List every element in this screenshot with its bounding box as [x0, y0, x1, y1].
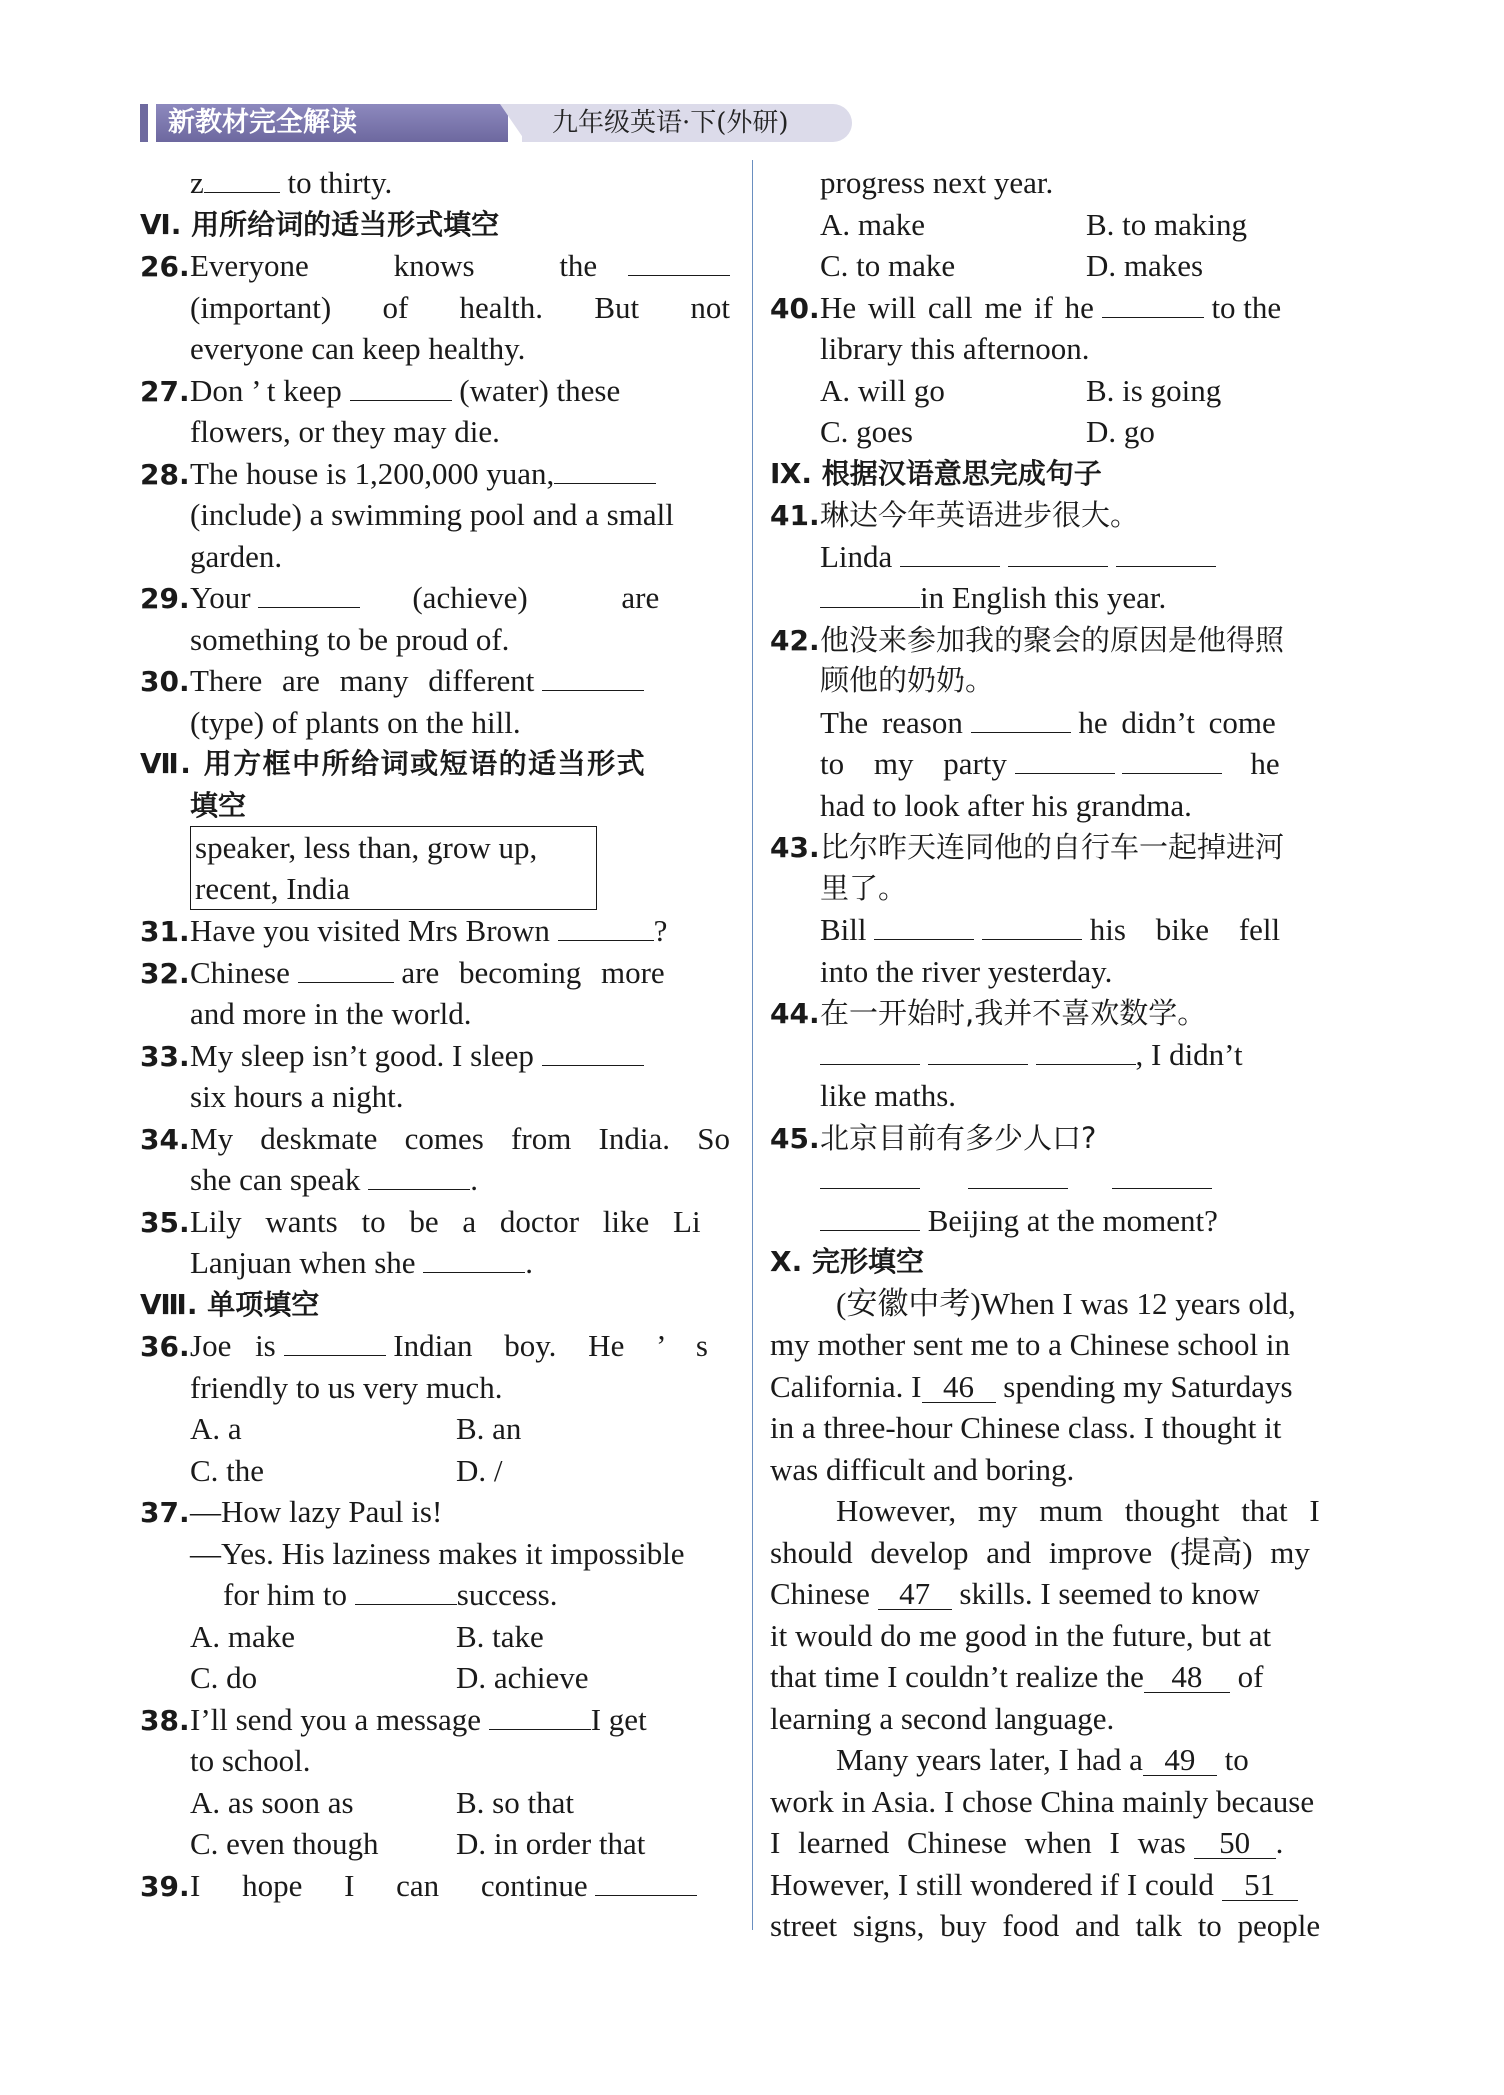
- cloze-blank-49[interactable]: 49: [1143, 1745, 1217, 1776]
- answer-blank[interactable]: [558, 910, 654, 941]
- answer-blank[interactable]: [628, 245, 730, 276]
- answer-blank[interactable]: [1008, 536, 1108, 567]
- answer-blank[interactable]: [284, 1325, 386, 1356]
- continued-line: z to thirty.: [140, 162, 730, 204]
- cloze-blank-48[interactable]: 48: [1144, 1662, 1230, 1693]
- answer-blank[interactable]: [350, 370, 452, 401]
- answer-blank[interactable]: [258, 577, 360, 608]
- answer-blank[interactable]: [355, 1574, 457, 1605]
- question-45: 45.北京目前有多少人口? Beijing at the moment?: [770, 1120, 1218, 1238]
- answer-blank[interactable]: [820, 1034, 920, 1065]
- answer-blank[interactable]: [542, 660, 644, 691]
- question-43: 43.比尔昨天连同他的自行车一起掉进河 里了。 Bill his bike fell into the river yesterday.: [770, 830, 1285, 989]
- cloze-blank-50[interactable]: 50: [1194, 1828, 1276, 1859]
- section-7-heading: Ⅶ. 用方框中所给词或短语的适当形式 填空: [140, 747, 647, 822]
- section-6-heading: Ⅵ. 用所给词的适当形式填空: [140, 207, 500, 241]
- question-30: 30.There are many different (type) of plants on the hill.: [140, 660, 730, 743]
- question-38: 38.I’ll send you a message I get to school. A. as soon as B. so that C. even though D. in order that: [140, 1699, 730, 1865]
- answer-blank[interactable]: [298, 952, 394, 983]
- cloze-blank-46[interactable]: 46: [922, 1372, 996, 1403]
- option-b[interactable]: B. so that: [456, 1784, 574, 1820]
- answer-blank[interactable]: [368, 1159, 470, 1190]
- question-29: 29.Your (achieve) are something to be proud of.: [140, 577, 730, 660]
- option-b[interactable]: B. an: [456, 1411, 522, 1446]
- answer-blank[interactable]: [423, 1242, 525, 1273]
- question-33: 33.My sleep isn’t good. I sleep six hours a night.: [140, 1035, 730, 1118]
- option-c[interactable]: C. do: [190, 1660, 258, 1695]
- option-c[interactable]: C. the: [190, 1452, 265, 1488]
- option-b[interactable]: B. to making: [1086, 206, 1248, 242]
- option-d[interactable]: D. /: [456, 1452, 503, 1488]
- answer-blank[interactable]: [928, 1034, 1028, 1065]
- answer-blank[interactable]: [900, 536, 1000, 567]
- question-41: 41.琳达今年英语进步很大。 Linda in English this year.: [770, 494, 1360, 619]
- question-31: 31.Have you visited Mrs Brown ?: [140, 910, 730, 952]
- option-b[interactable]: B. take: [456, 1618, 544, 1654]
- question-27: 27.Don ’ t keep (water) these flowers, or they may die.: [140, 370, 730, 453]
- question-36: 36.Joe is Indian boy. He ’ s friendly to us very much. A. a B. an C. the D. /: [140, 1325, 730, 1491]
- option-c[interactable]: C. even though: [190, 1826, 379, 1861]
- option-a[interactable]: A. will go: [820, 372, 945, 408]
- option-a[interactable]: A. as soon as: [190, 1784, 354, 1820]
- book-series-badge: 新教材完全解读: [156, 104, 508, 142]
- question-32: 32.Chinese are becoming more and more in the world.: [140, 952, 730, 1035]
- header-accent-bar: [140, 104, 148, 142]
- question-39-options: [770, 204, 1360, 287]
- answer-blank[interactable]: [1116, 536, 1216, 567]
- cloze-paragraph-3: Many years later, I had a 49 to work in Asia. I chose China mainly because I learned Chinese when I was 50 . However, I still wondered if I could 51 street signs, buy food and talk to people: [770, 1742, 1321, 1943]
- question-44: 44.在一开始时,我并不喜欢数学。 , I didn’t like maths.: [770, 996, 1243, 1113]
- answer-blank[interactable]: [489, 1699, 591, 1730]
- question-39: 39.I hope I can continue: [140, 1865, 730, 1907]
- answer-blank[interactable]: [874, 909, 974, 940]
- question-37: 37.—How lazy Paul is! —Yes. His laziness makes it impossible for him to success. A. make B. take C. do D. achieve: [140, 1491, 730, 1699]
- option-a[interactable]: A. a: [190, 1411, 242, 1446]
- section-8-heading: Ⅷ. 单项填空: [140, 1287, 320, 1321]
- answer-blank[interactable]: [820, 1200, 920, 1231]
- option-b[interactable]: B. is going: [1086, 372, 1222, 408]
- option-d[interactable]: D. makes: [1086, 248, 1204, 283]
- option-d[interactable]: D. go: [1086, 414, 1155, 449]
- answer-blank[interactable]: [1102, 287, 1204, 318]
- answer-blank[interactable]: [971, 702, 1071, 733]
- question-28: 28.The house is 1,200,000 yuan, (include) a swimming pool and a small garden.: [140, 453, 730, 578]
- answer-blank[interactable]: [554, 453, 656, 484]
- answer-blank[interactable]: [542, 1035, 644, 1066]
- page-header: [140, 100, 789, 144]
- book-subtitle: 九年级英语·下(外研): [522, 104, 852, 142]
- answer-blank[interactable]: [1112, 1158, 1212, 1189]
- option-d[interactable]: D. in order that: [456, 1826, 646, 1861]
- cloze-paragraph-1: (安徽中考)When I was 12 years old, my mother sent me to a Chinese school in California. I 46 spending my Saturdays in a three-hour Chinese class. I thought it was difficult and boring.: [770, 1285, 1296, 1487]
- cloze-blank-51[interactable]: 51: [1222, 1870, 1298, 1901]
- column-divider: [752, 160, 753, 1930]
- option-a[interactable]: A. make: [820, 206, 926, 242]
- answer-blank[interactable]: [982, 909, 1082, 940]
- question-40: 40.He will call me if he to the library this afternoon. A. will go B. is going C. goes D. go: [770, 287, 1360, 453]
- answer-blank[interactable]: [1122, 743, 1222, 774]
- answer-blank[interactable]: [820, 1158, 920, 1189]
- cloze-blank-47[interactable]: 47: [878, 1579, 952, 1610]
- option-a[interactable]: A. make: [190, 1618, 296, 1654]
- question-35: 35.Lily wants to be a doctor like Li Lanjuan when she .: [140, 1203, 701, 1280]
- question-42: 42.他没来参加我的聚会的原因是他得照 顾他的奶奶。 The reason he didn’t come to my party he had to look after his grandma.: [770, 622, 1285, 823]
- word-bank-box: speaker, less than, grow up, recent, India: [190, 826, 597, 910]
- question-34: 34.My deskmate comes from India. So she can speak .: [140, 1120, 730, 1197]
- answer-blank[interactable]: [968, 1158, 1068, 1189]
- answer-blank[interactable]: [1036, 1034, 1136, 1065]
- option-c[interactable]: C. to make: [820, 248, 956, 283]
- section-10-heading: Ⅹ. 完形填空: [770, 1245, 924, 1278]
- question-26: 26.Everyone knows the (important) of health. But not everyone can keep healthy.: [140, 245, 730, 370]
- answer-blank[interactable]: [1015, 743, 1115, 774]
- option-d[interactable]: D. achieve: [456, 1660, 589, 1695]
- section-9-heading: Ⅸ. 根据汉语意思完成句子: [770, 456, 1102, 490]
- answer-blank[interactable]: [204, 162, 280, 193]
- left-column: [140, 162, 730, 1906]
- right-column: progress next year. A. make B. to making C. to make D. makes 40.He will call me if he to the library this afternoon. A. will go B. is going C. goes D. go Ⅸ. 根据汉语意思完成句子 41.琳达今年英语进步很大。 Linda in English this year. 42.他没来参加我的聚会的原因是他得照 顾他的奶奶。 The reason he didn’t come to my party he had to look after his grandma. 43.比尔昨天连同他的自行车一起掉进河 里了。 Bill his bike fell into the river yesterday. 44.在一开始时,我并不喜欢数学。 , I didn’t like maths. 45.北京目前有多少人口? Beijing at the moment? Ⅹ. 完形填空 (安徽中考)When I was 12 years old, my mother sent me to a Chinese school in California. I 46 spending my Saturdays in a three-hour Chinese class. I thought it was difficult and boring. However, my mum thought that I should develop and improve (提高) my Chinese 47 skills. I seemed to know it would do me good in the future, but at that time I couldn’t realize the 48 of learning a second language. Many years later, I had a 49 to work in Asia. I chose China mainly because I learned Chinese when I was 50 . However, I still wondered if I could 51 street signs, buy food and talk to people: [770, 162, 1360, 1947]
- answer-blank[interactable]: [595, 1865, 697, 1896]
- answer-blank[interactable]: [820, 577, 920, 608]
- option-c[interactable]: C. goes: [820, 414, 913, 449]
- cloze-paragraph-2: However, my mum thought that I should develop and improve (提高) my Chinese 47 skills. I seemed to know it would do me good in the future, but at that time I couldn’t realize the 48 of learning a second language.: [770, 1493, 1320, 1736]
